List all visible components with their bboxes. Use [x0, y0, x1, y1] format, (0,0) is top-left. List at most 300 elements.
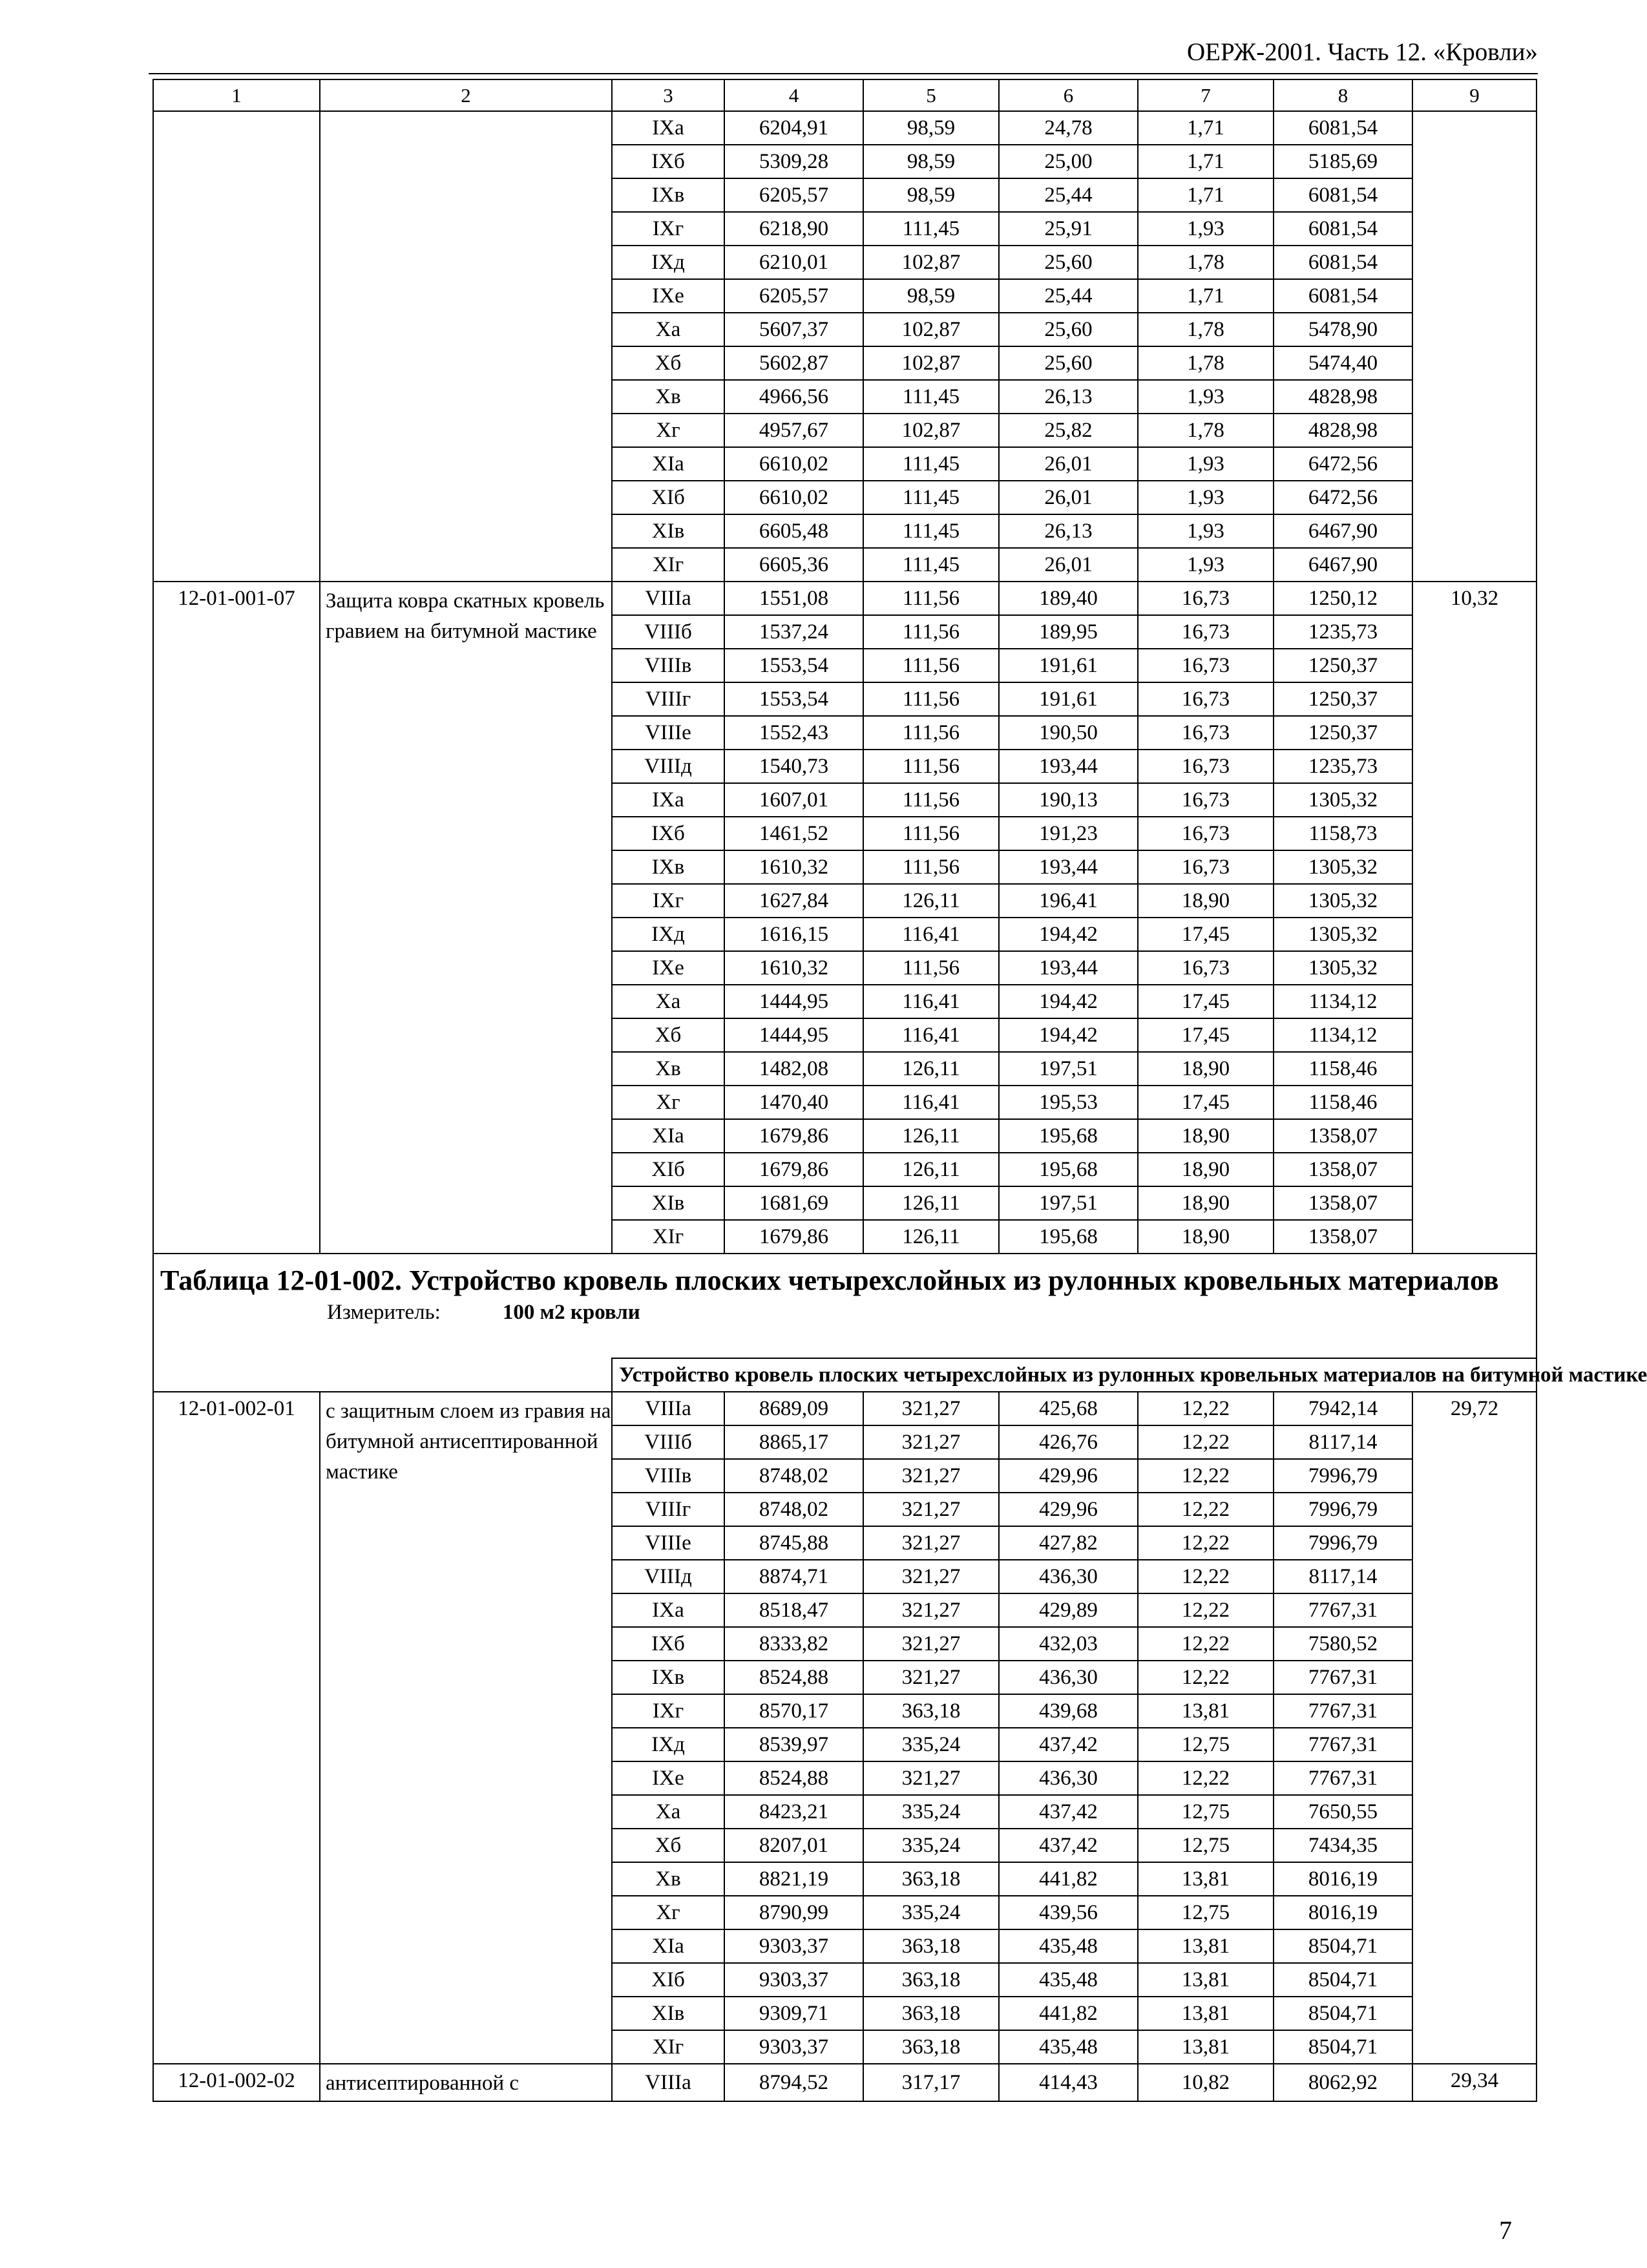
cost-value: 111,56	[863, 582, 999, 615]
cost-value: 6467,90	[1274, 548, 1412, 582]
region-zone: IXг	[612, 212, 724, 246]
cost-value: 1616,15	[724, 918, 863, 951]
cost-value: 126,11	[863, 1052, 999, 1086]
cost-value: 1358,07	[1274, 1220, 1412, 1254]
region-zone: IXа	[612, 1593, 724, 1627]
cost-value: 7767,31	[1274, 1761, 1412, 1795]
cost-value: 1305,32	[1274, 951, 1412, 985]
cost-value: 7767,31	[1274, 1661, 1412, 1694]
cost-value: 26,13	[999, 380, 1138, 414]
page-number: 7	[1499, 2216, 1512, 2245]
cost-value: 13,81	[1138, 1963, 1274, 1997]
region-zone: IXд	[612, 246, 724, 279]
cost-value: 18,90	[1138, 884, 1274, 918]
unit-price: 10,32	[1412, 582, 1537, 1254]
region-zone: IXе	[612, 951, 724, 985]
cost-value: 4828,98	[1274, 414, 1412, 447]
cost-value: 18,90	[1138, 1119, 1274, 1153]
region-zone: VIIIе	[612, 716, 724, 750]
cost-value: 8745,88	[724, 1526, 863, 1560]
cost-value: 111,45	[863, 212, 999, 246]
cost-value: 1,93	[1138, 380, 1274, 414]
region-zone: VIIIа	[612, 1392, 724, 1425]
cost-value: 6081,54	[1274, 178, 1412, 212]
cost-value: 5185,69	[1274, 145, 1412, 178]
cost-value: 126,11	[863, 1186, 999, 1220]
cost-value: 1358,07	[1274, 1153, 1412, 1186]
cost-value: 196,41	[999, 884, 1138, 918]
cost-value: 8865,17	[724, 1425, 863, 1459]
region-zone: XIб	[612, 1963, 724, 1997]
cost-value: 6605,48	[724, 514, 863, 548]
region-zone: VIIIв	[612, 1459, 724, 1493]
cost-value: 194,42	[999, 1018, 1138, 1052]
rates-table	[152, 79, 1647, 2102]
cost-value: 25,44	[999, 178, 1138, 212]
cost-value: 5474,40	[1274, 346, 1412, 380]
region-zone: Xа	[612, 313, 724, 346]
cost-value: 1305,32	[1274, 884, 1412, 918]
region-zone: VIIIа	[612, 582, 724, 615]
cost-value: 12,75	[1138, 1896, 1274, 1929]
cost-value: 321,27	[863, 1493, 999, 1526]
region-zone: IXд	[612, 918, 724, 951]
cost-value: 116,41	[863, 918, 999, 951]
cost-value: 8333,82	[724, 1627, 863, 1661]
cost-value: 191,61	[999, 682, 1138, 716]
cost-value: 4966,56	[724, 380, 863, 414]
column-number: 5	[863, 79, 999, 111]
cost-value: 8504,71	[1274, 1997, 1412, 2030]
rate-code: 12-01-002-01	[153, 1392, 320, 2064]
cost-value: 432,03	[999, 1627, 1138, 1661]
cost-value: 111,45	[863, 548, 999, 582]
cost-value: 1250,37	[1274, 682, 1412, 716]
cost-value: 5602,87	[724, 346, 863, 380]
cost-value: 25,91	[999, 212, 1138, 246]
cost-value: 13,81	[1138, 1929, 1274, 1963]
cost-value: 7767,31	[1274, 1593, 1412, 1627]
cost-value: 8016,19	[1274, 1896, 1412, 1929]
unit-price: 29,34	[1412, 2064, 1537, 2101]
table-row	[153, 111, 1537, 145]
cost-value: 8748,02	[724, 1493, 863, 1526]
region-zone: XIг	[612, 2030, 724, 2064]
cost-value: 335,24	[863, 1795, 999, 1829]
cost-value: 102,87	[863, 246, 999, 279]
region-zone: XIб	[612, 1153, 724, 1186]
cost-value: 1250,37	[1274, 716, 1412, 750]
cost-value: 1607,01	[724, 783, 863, 817]
cost-value: 8518,47	[724, 1593, 863, 1627]
cost-value: 12,22	[1138, 1526, 1274, 1560]
section-title: Устройство кровель плоских четырехслойных из рулонных кровельных материалов на битумной мастике	[612, 1358, 1537, 1392]
cost-value: 1,78	[1138, 414, 1274, 447]
cost-value: 17,45	[1138, 1018, 1274, 1052]
region-zone: VIIIб	[612, 615, 724, 649]
measure-label: Измеритель:	[327, 1301, 441, 1324]
cost-value: 1,71	[1138, 145, 1274, 178]
cost-value: 6204,91	[724, 111, 863, 145]
cost-value: 8504,71	[1274, 1929, 1412, 1963]
cost-value: 436,30	[999, 1661, 1138, 1694]
cost-value: 363,18	[863, 1997, 999, 2030]
cost-value: 26,01	[999, 548, 1138, 582]
cost-value: 427,82	[999, 1526, 1138, 1560]
cost-value: 16,73	[1138, 850, 1274, 884]
cost-value: 335,24	[863, 1728, 999, 1761]
cost-value: 441,82	[999, 1997, 1138, 2030]
cost-value: 8874,71	[724, 1560, 863, 1593]
cost-value: 321,27	[863, 1425, 999, 1459]
region-zone: XIг	[612, 548, 724, 582]
region-zone: XIб	[612, 481, 724, 514]
region-zone: IXа	[612, 111, 724, 145]
cost-value: 7767,31	[1274, 1728, 1412, 1761]
cost-value: 363,18	[863, 1963, 999, 1997]
cost-value: 8207,01	[724, 1829, 863, 1862]
cost-value: 18,90	[1138, 1153, 1274, 1186]
cost-value: 8821,19	[724, 1862, 863, 1896]
column-number: 6	[999, 79, 1138, 111]
region-zone: VIIIе	[612, 1526, 724, 1560]
cost-value: 16,73	[1138, 951, 1274, 985]
cost-value: 1,93	[1138, 212, 1274, 246]
cost-value: 111,56	[863, 951, 999, 985]
work-description: с защитным слоем из гравия на битумной антисептированной мастике	[320, 1392, 612, 2064]
cost-value: 111,45	[863, 380, 999, 414]
cost-value: 191,61	[999, 649, 1138, 682]
region-zone: IXб	[612, 145, 724, 178]
cost-value: 6218,90	[724, 212, 863, 246]
cost-value: 13,81	[1138, 1997, 1274, 2030]
cost-value: 439,68	[999, 1694, 1138, 1728]
cost-value: 439,56	[999, 1896, 1138, 1929]
cost-value: 24,78	[999, 111, 1138, 145]
section-row	[153, 1358, 1537, 1392]
cost-value: 1158,73	[1274, 817, 1412, 850]
column-number: 8	[1274, 79, 1412, 111]
cost-value: 321,27	[863, 1560, 999, 1593]
cost-value: 8570,17	[724, 1694, 863, 1728]
work-description: антисептированной с	[320, 2064, 612, 2101]
cost-value: 6605,36	[724, 548, 863, 582]
header-rule	[149, 73, 1538, 74]
cost-value: 16,73	[1138, 817, 1274, 850]
region-zone: IXг	[612, 884, 724, 918]
cost-value: 16,73	[1138, 682, 1274, 716]
cost-value: 6610,02	[724, 447, 863, 481]
region-zone: VIIIг	[612, 682, 724, 716]
cost-value: 12,22	[1138, 1392, 1274, 1425]
cost-value: 6081,54	[1274, 111, 1412, 145]
cost-value: 8790,99	[724, 1896, 863, 1929]
cost-value: 6472,56	[1274, 481, 1412, 514]
cost-value: 1,71	[1138, 279, 1274, 313]
rate-code: 12-01-002-02	[153, 2064, 320, 2101]
region-zone: Xб	[612, 346, 724, 380]
cost-value: 1553,54	[724, 682, 863, 716]
table-measure	[154, 1299, 1536, 1325]
region-zone: IXа	[612, 783, 724, 817]
cost-value: 9303,37	[724, 1929, 863, 1963]
column-number: 7	[1138, 79, 1274, 111]
cost-value: 111,56	[863, 615, 999, 649]
cost-value: 190,50	[999, 716, 1138, 750]
cost-value: 98,59	[863, 178, 999, 212]
region-zone: Xв	[612, 380, 724, 414]
region-zone: IXв	[612, 178, 724, 212]
cost-value: 1305,32	[1274, 783, 1412, 817]
cost-value: 126,11	[863, 1153, 999, 1186]
cost-value: 195,68	[999, 1119, 1138, 1153]
cost-value: 13,81	[1138, 1862, 1274, 1896]
region-zone: Xа	[612, 1795, 724, 1829]
cost-value: 98,59	[863, 111, 999, 145]
cost-value: 126,11	[863, 1220, 999, 1254]
region-zone: Xг	[612, 414, 724, 447]
region-zone: Xг	[612, 1896, 724, 1929]
cost-value: 12,22	[1138, 1627, 1274, 1661]
cost-value: 25,60	[999, 346, 1138, 380]
cost-value: 12,75	[1138, 1728, 1274, 1761]
region-zone: IXе	[612, 279, 724, 313]
cost-value: 12,22	[1138, 1661, 1274, 1694]
region-zone: VIIIд	[612, 1560, 724, 1593]
cost-value: 8794,52	[724, 2064, 863, 2101]
cost-value: 189,40	[999, 582, 1138, 615]
cost-value: 1,78	[1138, 313, 1274, 346]
cost-value: 429,96	[999, 1459, 1138, 1493]
cost-value: 111,56	[863, 750, 999, 783]
cost-value: 111,56	[863, 850, 999, 884]
cost-value: 7996,79	[1274, 1526, 1412, 1560]
column-number: 9	[1412, 79, 1537, 111]
region-zone: VIIIб	[612, 1425, 724, 1459]
region-zone: IXе	[612, 1761, 724, 1795]
cost-value: 1358,07	[1274, 1186, 1412, 1220]
region-zone: Xв	[612, 1862, 724, 1896]
cost-value: 16,73	[1138, 783, 1274, 817]
region-zone: VIIIд	[612, 750, 724, 783]
cost-value: 7580,52	[1274, 1627, 1412, 1661]
cost-value: 1551,08	[724, 582, 863, 615]
region-zone: XIа	[612, 1119, 724, 1153]
cost-value: 111,56	[863, 682, 999, 716]
cost-value: 17,45	[1138, 918, 1274, 951]
region-zone: Xв	[612, 1052, 724, 1086]
cost-value: 25,60	[999, 246, 1138, 279]
cost-value: 12,22	[1138, 1593, 1274, 1627]
cost-value: 197,51	[999, 1186, 1138, 1220]
region-zone: Xб	[612, 1018, 724, 1052]
cost-value: 1444,95	[724, 985, 863, 1018]
cost-value: 1679,86	[724, 1153, 863, 1186]
cost-value: 435,48	[999, 1963, 1138, 1997]
cost-value: 194,42	[999, 918, 1138, 951]
cost-value: 195,68	[999, 1220, 1138, 1254]
region-zone: XIа	[612, 1929, 724, 1963]
cost-value: 190,13	[999, 783, 1138, 817]
cost-value: 7942,14	[1274, 1392, 1412, 1425]
cost-value: 1461,52	[724, 817, 863, 850]
cost-value: 363,18	[863, 1929, 999, 1963]
region-zone: XIв	[612, 1997, 724, 2030]
cost-value: 189,95	[999, 615, 1138, 649]
cost-value: 7996,79	[1274, 1459, 1412, 1493]
cost-value: 1679,86	[724, 1220, 863, 1254]
cost-value: 116,41	[863, 1018, 999, 1052]
rate-code: 12-01-001-07	[153, 582, 320, 1254]
cost-value: 1305,32	[1274, 850, 1412, 884]
table-row	[153, 1392, 1537, 1425]
cost-value: 441,82	[999, 1862, 1138, 1896]
region-zone: Xг	[612, 1086, 724, 1119]
region-zone: XIв	[612, 514, 724, 548]
cost-value: 1158,46	[1274, 1052, 1412, 1086]
cost-value: 335,24	[863, 1896, 999, 1929]
region-zone: XIв	[612, 1186, 724, 1220]
cost-value: 426,76	[999, 1425, 1138, 1459]
cost-value: 16,73	[1138, 649, 1274, 682]
cost-value: 9303,37	[724, 2030, 863, 2064]
cost-value: 8748,02	[724, 1459, 863, 1493]
region-zone: IXв	[612, 850, 724, 884]
cost-value: 363,18	[863, 1694, 999, 1728]
cost-value: 1,78	[1138, 246, 1274, 279]
cost-value: 435,48	[999, 2030, 1138, 2064]
cost-value: 111,56	[863, 783, 999, 817]
cost-value: 18,90	[1138, 1052, 1274, 1086]
cost-value: 1134,12	[1274, 1018, 1412, 1052]
cost-value: 5607,37	[724, 313, 863, 346]
cost-value: 193,44	[999, 750, 1138, 783]
cost-value: 6472,56	[1274, 447, 1412, 481]
table-title-cell	[153, 1254, 1537, 1358]
cost-value: 1,78	[1138, 346, 1274, 380]
cost-value: 6610,02	[724, 481, 863, 514]
cost-value: 1540,73	[724, 750, 863, 783]
cost-value: 98,59	[863, 145, 999, 178]
cost-value: 13,81	[1138, 2030, 1274, 2064]
cost-value: 1553,54	[724, 649, 863, 682]
cost-value: 6205,57	[724, 279, 863, 313]
cost-value: 1358,07	[1274, 1119, 1412, 1153]
cost-value: 6205,57	[724, 178, 863, 212]
cost-value: 1537,24	[724, 615, 863, 649]
cost-value: 4828,98	[1274, 380, 1412, 414]
table-title-row	[153, 1254, 1537, 1358]
cost-value: 429,89	[999, 1593, 1138, 1627]
cost-value: 191,23	[999, 817, 1138, 850]
cost-value: 12,22	[1138, 1459, 1274, 1493]
cost-value: 1470,40	[724, 1086, 863, 1119]
cost-value: 7996,79	[1274, 1493, 1412, 1526]
cost-value: 321,27	[863, 1661, 999, 1694]
cost-value: 1610,32	[724, 951, 863, 985]
cost-value: 17,45	[1138, 1086, 1274, 1119]
cost-value: 16,73	[1138, 615, 1274, 649]
unit-price	[1412, 111, 1537, 582]
cost-value: 111,56	[863, 716, 999, 750]
cost-value: 8524,88	[724, 1661, 863, 1694]
cost-value: 8539,97	[724, 1728, 863, 1761]
cost-value: 25,60	[999, 313, 1138, 346]
cost-value: 1,93	[1138, 447, 1274, 481]
cost-value: 1134,12	[1274, 985, 1412, 1018]
cost-value: 8524,88	[724, 1761, 863, 1795]
cost-value: 9303,37	[724, 1963, 863, 1997]
page-header: ОЕРЖ-2001. Часть 12. «Кровли»	[1186, 38, 1538, 66]
cost-value: 98,59	[863, 279, 999, 313]
cost-value: 25,00	[999, 145, 1138, 178]
cost-value: 9309,71	[724, 1997, 863, 2030]
cost-value: 425,68	[999, 1392, 1138, 1425]
cost-value: 363,18	[863, 1862, 999, 1896]
cost-value: 321,27	[863, 1627, 999, 1661]
measure-value: 100 м2 кровли	[502, 1301, 640, 1324]
cost-value: 8423,21	[724, 1795, 863, 1829]
cost-value: 111,45	[863, 481, 999, 514]
cost-value: 5309,28	[724, 145, 863, 178]
cost-value: 1610,32	[724, 850, 863, 884]
cost-value: 18,90	[1138, 1186, 1274, 1220]
cost-value: 116,41	[863, 985, 999, 1018]
cost-value: 7434,35	[1274, 1829, 1412, 1862]
cost-value: 116,41	[863, 1086, 999, 1119]
region-zone: IXв	[612, 1661, 724, 1694]
cost-value: 12,75	[1138, 1795, 1274, 1829]
cost-value: 195,53	[999, 1086, 1138, 1119]
cost-value: 435,48	[999, 1929, 1138, 1963]
column-number-row	[153, 79, 1537, 111]
region-zone: VIIIа	[612, 2064, 724, 2101]
cost-value: 12,22	[1138, 1560, 1274, 1593]
cost-value: 26,01	[999, 447, 1138, 481]
cost-value: 6081,54	[1274, 246, 1412, 279]
column-number: 4	[724, 79, 863, 111]
cost-value: 1,93	[1138, 548, 1274, 582]
cost-value: 1482,08	[724, 1052, 863, 1086]
cost-value: 335,24	[863, 1829, 999, 1862]
cost-value: 8117,14	[1274, 1560, 1412, 1593]
table-row	[153, 2064, 1537, 2101]
cost-value: 6467,90	[1274, 514, 1412, 548]
region-zone: IXг	[612, 1694, 724, 1728]
cost-value: 321,27	[863, 1526, 999, 1560]
cost-value: 194,42	[999, 985, 1138, 1018]
region-zone: VIIIв	[612, 649, 724, 682]
cost-value: 26,13	[999, 514, 1138, 548]
cost-value: 321,27	[863, 1761, 999, 1795]
cost-value: 8117,14	[1274, 1425, 1412, 1459]
region-zone: IXд	[612, 1728, 724, 1761]
cost-value: 102,87	[863, 346, 999, 380]
cost-value: 5478,90	[1274, 313, 1412, 346]
region-zone: Xа	[612, 985, 724, 1018]
cost-value: 18,90	[1138, 1220, 1274, 1254]
cost-value: 317,17	[863, 2064, 999, 2101]
cost-value: 25,44	[999, 279, 1138, 313]
cost-value: 1,93	[1138, 481, 1274, 514]
cost-value: 1235,73	[1274, 750, 1412, 783]
cost-value: 436,30	[999, 1761, 1138, 1795]
region-zone: XIг	[612, 1220, 724, 1254]
region-zone: VIIIг	[612, 1493, 724, 1526]
cost-value: 12,22	[1138, 1761, 1274, 1795]
cost-value: 1627,84	[724, 884, 863, 918]
cost-value: 12,75	[1138, 1829, 1274, 1862]
